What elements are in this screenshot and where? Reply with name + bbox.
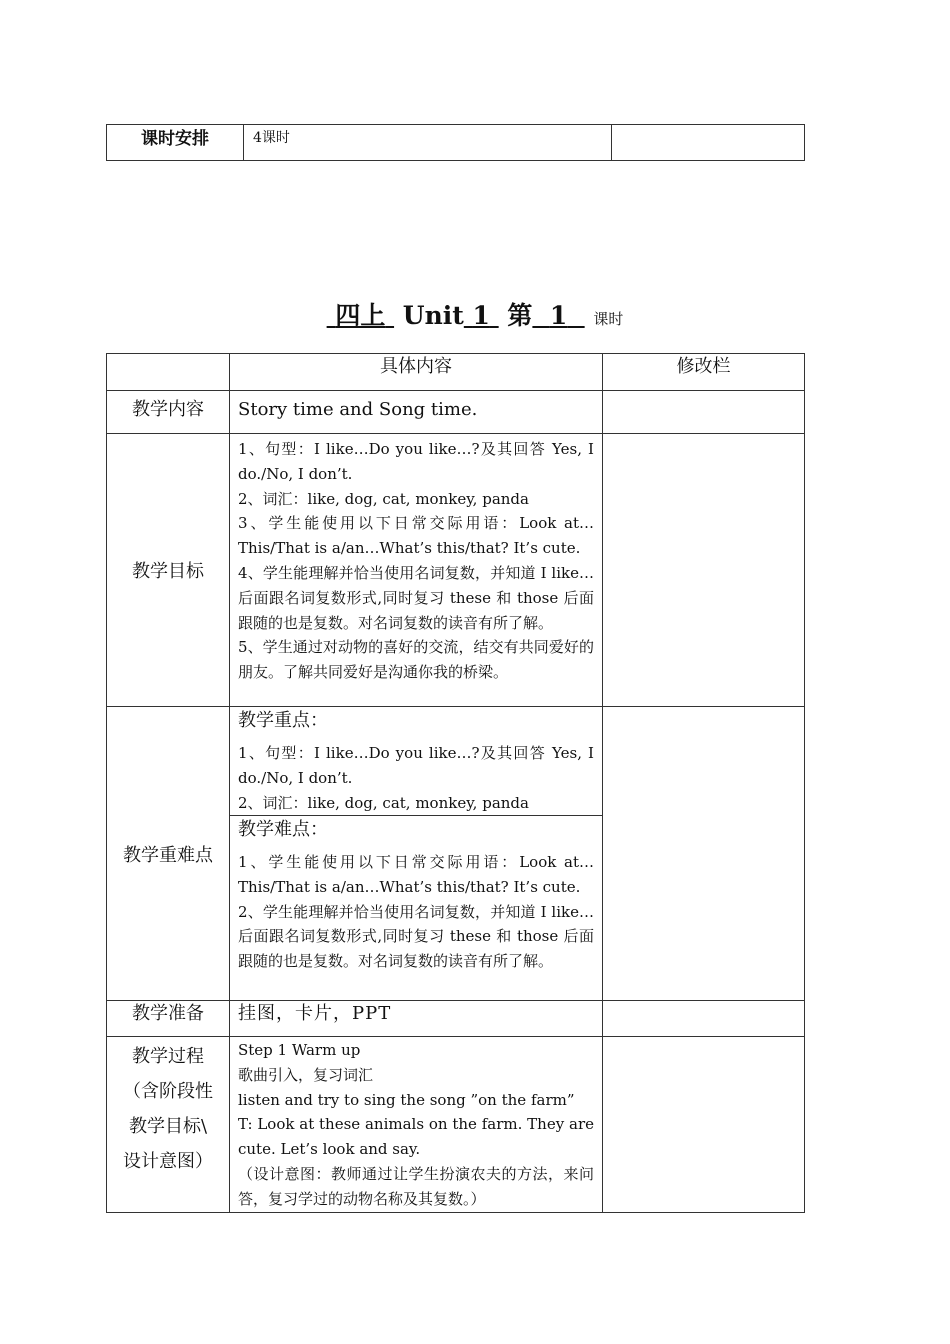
objectives-label: 教学目标 xyxy=(107,434,230,707)
table-row-process xyxy=(107,1037,805,1213)
table-row-key-points xyxy=(107,707,805,1001)
schedule-note xyxy=(612,125,805,161)
heading-unit-word: Unit xyxy=(402,301,464,330)
difficult-point-item: 2、学生能理解并恰当使用名词复数，并知道 I like…后面跟名词复数形式,同时复习 these 和 those 后面跟随的也是复数。对名词复数的读音有所了解。 xyxy=(238,902,594,971)
lesson-heading xyxy=(0,296,950,339)
process-label-line: 教学过程 xyxy=(132,1046,204,1067)
header-blank xyxy=(107,354,230,391)
process-label-line: 设计意图） xyxy=(123,1151,213,1172)
process-line: Step 1 Warm up xyxy=(238,1041,361,1059)
process-label xyxy=(107,1037,230,1213)
teaching-content-label: 教学内容 xyxy=(107,391,230,434)
key-points-title: 教学重点： xyxy=(238,710,328,731)
heading-suffix: 课时 xyxy=(593,310,624,328)
revise-cell-preparation xyxy=(603,1001,805,1037)
header-revise: 修改栏 xyxy=(603,354,805,391)
objective-item: 2、词汇：like, dog, cat, monkey, panda xyxy=(238,489,529,508)
difficult-point-item: 1、学生能使用以下日常交际用语：Look at…This/That is a/an…What’s this/that? It’s cute. xyxy=(238,853,594,896)
process-line: listen and try to sing the song ”on the farm” xyxy=(238,1090,575,1109)
header-content: 具体内容 xyxy=(230,354,603,391)
objective-item: 5、学生通过对动物的喜好的交流，结交有共同爱好的朋友。了解共同爱好是沟通你我的桥梁。 xyxy=(238,638,594,682)
preparation-label: 教学准备 xyxy=(107,1001,230,1037)
key-point-item: 1、句型：I like…Do you like…?及其回答 Yes, I do./No, I don’t. xyxy=(238,744,594,787)
revise-cell-process xyxy=(603,1037,805,1213)
heading-grade: 四上 xyxy=(335,301,386,330)
objectives-list xyxy=(230,434,602,706)
difficult-points-section xyxy=(230,816,602,1000)
objective-item: 1、句型：I like…Do you like…?及其回答 Yes, I do./No, I don’t. xyxy=(238,440,594,483)
revise-cell-key-points xyxy=(603,707,805,1001)
key-points-label: 教学重难点 xyxy=(107,707,230,1001)
heading-di: 第 xyxy=(507,301,533,330)
table-header-row xyxy=(107,354,805,391)
heading-unit-number: 1 xyxy=(472,301,490,330)
process-label-line: 教学目标\ xyxy=(128,1116,208,1137)
teaching-content-text: Story time and Song time. xyxy=(238,399,478,420)
lesson-plan-table xyxy=(106,353,805,1213)
schedule-table xyxy=(106,124,805,161)
process-line: T: Look at these animals on the farm. They are cute. Let’s look and say. xyxy=(238,1115,594,1159)
process-label-line: （含阶段性 xyxy=(123,1081,213,1102)
key-point-item: 2、词汇：like, dog, cat, monkey, panda xyxy=(238,793,529,812)
schedule-label: 课时安排 xyxy=(107,125,244,161)
heading-lesson-number: 1 xyxy=(549,301,568,330)
objective-item: 3、学生能使用以下日常交际用语：Look at…This/That is a/an…What’s this/that? It’s cute. xyxy=(238,514,594,558)
key-points-section xyxy=(230,707,602,816)
process-line: （设计意图：教师通过让学生扮演农夫的方法，来问答，复习学过的动物名称及其复数。） xyxy=(238,1164,594,1208)
process-line: 歌曲引入，复习词汇 xyxy=(238,1065,374,1084)
revise-cell-objectives xyxy=(603,434,805,707)
preparation-text: 挂图，卡片，PPT xyxy=(238,1003,392,1024)
difficult-points-title: 教学难点： xyxy=(238,819,328,840)
process-content xyxy=(230,1037,602,1212)
table-row-content xyxy=(107,391,805,434)
objective-item: 4、学生能理解并恰当使用名词复数，并知道 I like…后面跟名词复数形式,同时复习 these 和 those 后面跟随的也是复数。对名词复数的读音有所了解。 xyxy=(238,563,594,632)
table-row-preparation xyxy=(107,1001,805,1037)
revise-cell-content xyxy=(603,391,805,434)
table-row-objectives xyxy=(107,434,805,707)
schedule-value: 4课时 xyxy=(244,125,612,161)
